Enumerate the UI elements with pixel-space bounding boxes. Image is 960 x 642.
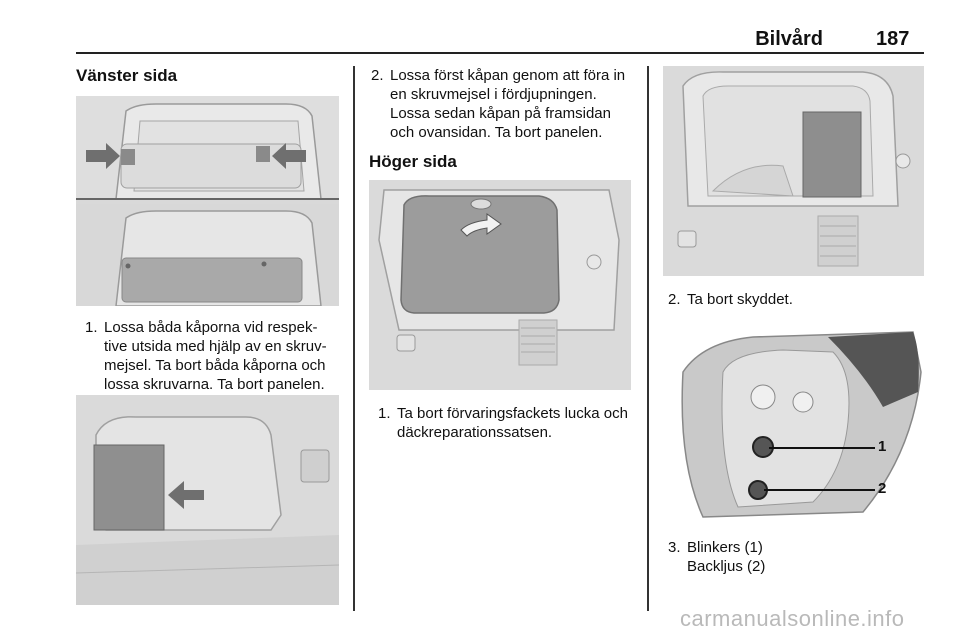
step-3-right: [668, 538, 923, 576]
figure-tail-light-bulbs: [663, 312, 924, 522]
step-2-right: [668, 290, 923, 309]
step-text: Ta bort förvaringsfackets lucka och däckreparationssatsen.: [397, 405, 628, 441]
figure-left-side-panel-removal: [76, 395, 339, 605]
step-number: 1.: [378, 405, 391, 422]
figure-left-side-covers: [76, 96, 339, 306]
header-rule: [76, 52, 924, 54]
section-heading-right-side: Höger sida: [369, 152, 457, 171]
column-divider-left: [353, 66, 355, 611]
watermark: carmanualsonline.info: [680, 606, 905, 631]
step-text: Blinkers (1): [687, 539, 763, 556]
callout-2: 2: [878, 480, 887, 497]
step-1-left: [85, 318, 340, 394]
section-heading-left-side: Vänster sida: [76, 66, 178, 85]
step-2-middle: [371, 66, 633, 142]
step-number: 2.: [668, 291, 681, 308]
figure-right-side-storage-lid: [369, 180, 631, 390]
step-text: Lossa båda kåporna vid respek-tive utsida med hjälp av en skruv-mejsel. Ta bort båda kåporna och lossa skruvarna. Ta bort panelen.: [104, 319, 327, 393]
step-text-continued: Backljus (2): [687, 558, 766, 575]
step-1-middle: [378, 404, 633, 442]
step-text: Ta bort skyddet.: [687, 291, 793, 308]
step-text: Lossa först kåpan genom att föra in en skruvmejsel i fördjupningen. Lossa sedan kåpan på framsidan och ovansidan. Ta bort panelen.: [390, 67, 626, 141]
step-number: 2.: [371, 67, 384, 84]
page-number: 187: [876, 28, 910, 50]
callout-1: 1: [878, 438, 887, 455]
step-number: 1.: [85, 319, 98, 336]
page-header-title: Bilvård: [755, 28, 823, 50]
column-divider-right: [647, 66, 649, 611]
step-number: 3.: [668, 539, 681, 556]
figure-right-side-cover: [663, 66, 924, 276]
